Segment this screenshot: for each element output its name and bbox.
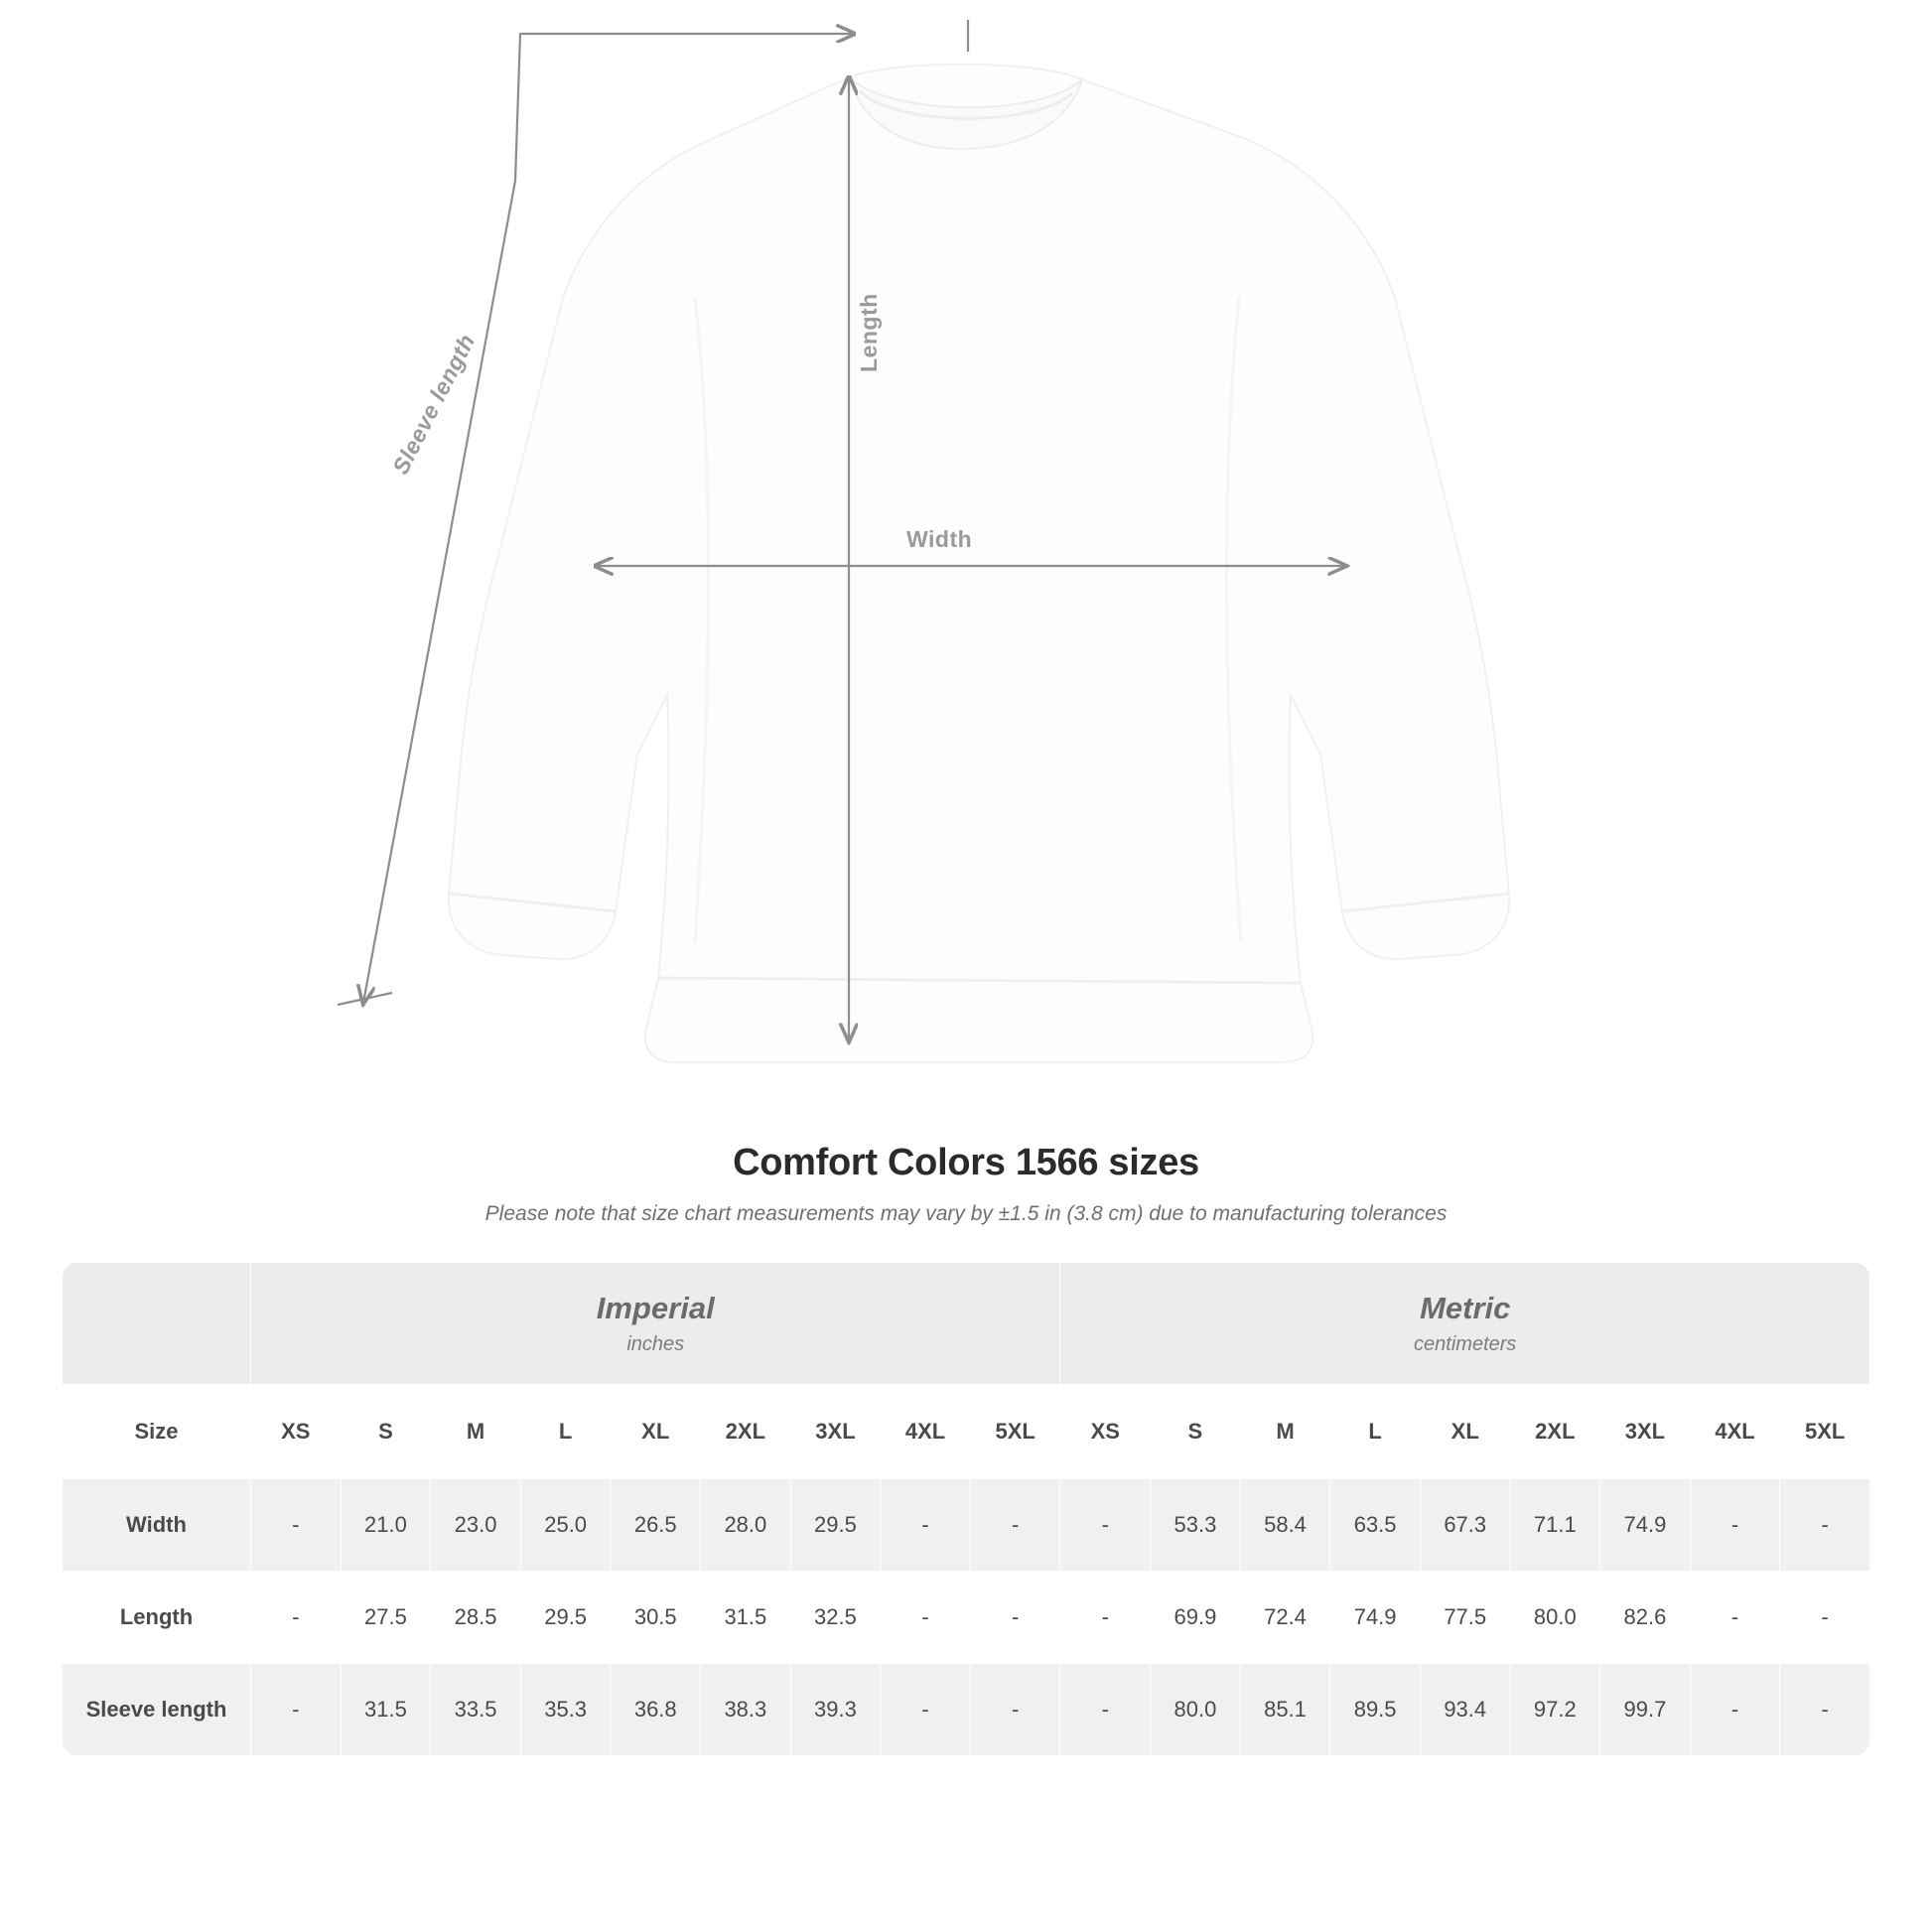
size-col-imperial-l: L — [520, 1385, 611, 1479]
cell-width-imperial-5xl: - — [970, 1479, 1060, 1572]
cell-width-metric-xs: - — [1060, 1479, 1151, 1572]
size-col-metric-m: M — [1240, 1385, 1330, 1479]
cell-length-metric-3xl: 82.6 — [1600, 1572, 1691, 1664]
cell-width-metric-2xl: 71.1 — [1510, 1479, 1600, 1572]
size-col-imperial-2xl: 2XL — [701, 1385, 791, 1479]
width-label: Width — [906, 526, 973, 552]
cell-sleeve-metric-l: 89.5 — [1330, 1664, 1421, 1756]
cell-sleeve-imperial-xs: - — [251, 1664, 342, 1756]
cell-sleeve-metric-4xl: - — [1690, 1664, 1780, 1756]
size-col-imperial-xs: XS — [251, 1385, 342, 1479]
size-col-metric-3xl: 3XL — [1600, 1385, 1691, 1479]
size-col-imperial-s: S — [341, 1385, 431, 1479]
cell-width-metric-3xl: 74.9 — [1600, 1479, 1691, 1572]
table-row — [63, 1572, 1870, 1664]
unit-sub-metric: centimeters — [1414, 1333, 1517, 1355]
cell-sleeve-metric-xl: 93.4 — [1420, 1664, 1510, 1756]
size-col-imperial-4xl: 4XL — [881, 1385, 971, 1479]
cell-sleeve-imperial-l: 35.3 — [520, 1664, 611, 1756]
cell-width-imperial-l: 25.0 — [520, 1479, 611, 1572]
cell-width-metric-s: 53.3 — [1151, 1479, 1241, 1572]
cell-length-metric-2xl: 80.0 — [1510, 1572, 1600, 1664]
cell-width-metric-5xl: - — [1780, 1479, 1870, 1572]
size-col-imperial-3xl: 3XL — [790, 1385, 881, 1479]
unit-header-corner — [63, 1263, 251, 1385]
cell-sleeve-imperial-s: 31.5 — [341, 1664, 431, 1756]
cell-sleeve-metric-s: 80.0 — [1151, 1664, 1241, 1756]
row-label-width: Width — [63, 1479, 251, 1572]
cell-sleeve-metric-xs: - — [1060, 1664, 1151, 1756]
length-label: Length — [856, 293, 882, 372]
title-block — [0, 1142, 1932, 1226]
cell-sleeve-imperial-m: 33.5 — [431, 1664, 521, 1756]
cell-width-imperial-m: 23.0 — [431, 1479, 521, 1572]
cell-length-imperial-l: 29.5 — [520, 1572, 611, 1664]
cell-length-metric-xl: 77.5 — [1420, 1572, 1510, 1664]
unit-name-metric: Metric — [1420, 1291, 1511, 1325]
cell-width-imperial-xl: 26.5 — [611, 1479, 701, 1572]
size-col-metric-4xl: 4XL — [1690, 1385, 1780, 1479]
cell-sleeve-metric-2xl: 97.2 — [1510, 1664, 1600, 1756]
table-row — [63, 1664, 1870, 1756]
table-row — [63, 1479, 1870, 1572]
cell-width-metric-4xl: - — [1690, 1479, 1780, 1572]
cell-width-imperial-xs: - — [251, 1479, 342, 1572]
size-col-imperial-5xl: 5XL — [970, 1385, 1060, 1479]
size-table — [62, 1262, 1870, 1756]
size-col-metric-5xl: 5XL — [1780, 1385, 1870, 1479]
unit-sub-imperial: inches — [626, 1333, 685, 1355]
cell-length-imperial-2xl: 31.5 — [701, 1572, 791, 1664]
cell-length-imperial-4xl: - — [881, 1572, 971, 1664]
cell-length-imperial-5xl: - — [970, 1572, 1060, 1664]
size-col-metric-xl: XL — [1420, 1385, 1510, 1479]
cell-width-imperial-4xl: - — [881, 1479, 971, 1572]
sweatshirt-shape — [449, 65, 1510, 1062]
cell-sleeve-metric-5xl: - — [1780, 1664, 1870, 1756]
cell-length-imperial-s: 27.5 — [341, 1572, 431, 1664]
size-col-imperial-xl: XL — [611, 1385, 701, 1479]
cell-length-imperial-xs: - — [251, 1572, 342, 1664]
cell-sleeve-metric-m: 85.1 — [1240, 1664, 1330, 1756]
cell-length-metric-m: 72.4 — [1240, 1572, 1330, 1664]
cell-length-imperial-m: 28.5 — [431, 1572, 521, 1664]
cell-width-metric-m: 58.4 — [1240, 1479, 1330, 1572]
tolerance-note: Please note that size chart measurements may vary by ±1.5 in (3.8 cm) due to manufacturing tolerances — [484, 1202, 1448, 1225]
unit-header-imperial — [251, 1263, 1060, 1385]
cell-sleeve-metric-3xl: 99.7 — [1600, 1664, 1691, 1756]
size-table-wrapper — [62, 1262, 1870, 1756]
cell-length-imperial-3xl: 32.5 — [790, 1572, 881, 1664]
size-col-metric-xs: XS — [1060, 1385, 1151, 1479]
cell-sleeve-imperial-5xl: - — [970, 1664, 1060, 1756]
cell-width-metric-xl: 67.3 — [1420, 1479, 1510, 1572]
unit-header-row — [63, 1263, 1870, 1385]
unit-header-metric — [1060, 1263, 1870, 1385]
cell-length-metric-5xl: - — [1780, 1572, 1870, 1664]
size-col-metric-s: S — [1151, 1385, 1241, 1479]
cell-width-imperial-s: 21.0 — [341, 1479, 431, 1572]
cell-width-imperial-2xl: 28.0 — [701, 1479, 791, 1572]
cell-sleeve-imperial-2xl: 38.3 — [701, 1664, 791, 1756]
cell-length-metric-xs: - — [1060, 1572, 1151, 1664]
cell-length-imperial-xl: 30.5 — [611, 1572, 701, 1664]
cell-length-metric-l: 74.9 — [1330, 1572, 1421, 1664]
cell-length-metric-s: 69.9 — [1151, 1572, 1241, 1664]
page-title: Comfort Colors 1566 sizes — [733, 1142, 1199, 1183]
cell-width-metric-l: 63.5 — [1330, 1479, 1421, 1572]
cell-sleeve-imperial-4xl: - — [881, 1664, 971, 1756]
cell-sleeve-imperial-xl: 36.8 — [611, 1664, 701, 1756]
cell-sleeve-imperial-3xl: 39.3 — [790, 1664, 881, 1756]
row-label-length: Length — [63, 1572, 251, 1664]
size-header-cell: Size — [63, 1385, 251, 1479]
cell-width-imperial-3xl: 29.5 — [790, 1479, 881, 1572]
row-label-sleeve-length: Sleeve length — [63, 1664, 251, 1756]
size-col-metric-l: L — [1330, 1385, 1421, 1479]
size-col-metric-2xl: 2XL — [1510, 1385, 1600, 1479]
size-header-row — [63, 1385, 1870, 1479]
sleeve-length-label: Sleeve length — [387, 330, 481, 479]
unit-name-imperial: Imperial — [596, 1291, 715, 1325]
size-col-imperial-m: M — [431, 1385, 521, 1479]
cell-length-metric-4xl: - — [1690, 1572, 1780, 1664]
